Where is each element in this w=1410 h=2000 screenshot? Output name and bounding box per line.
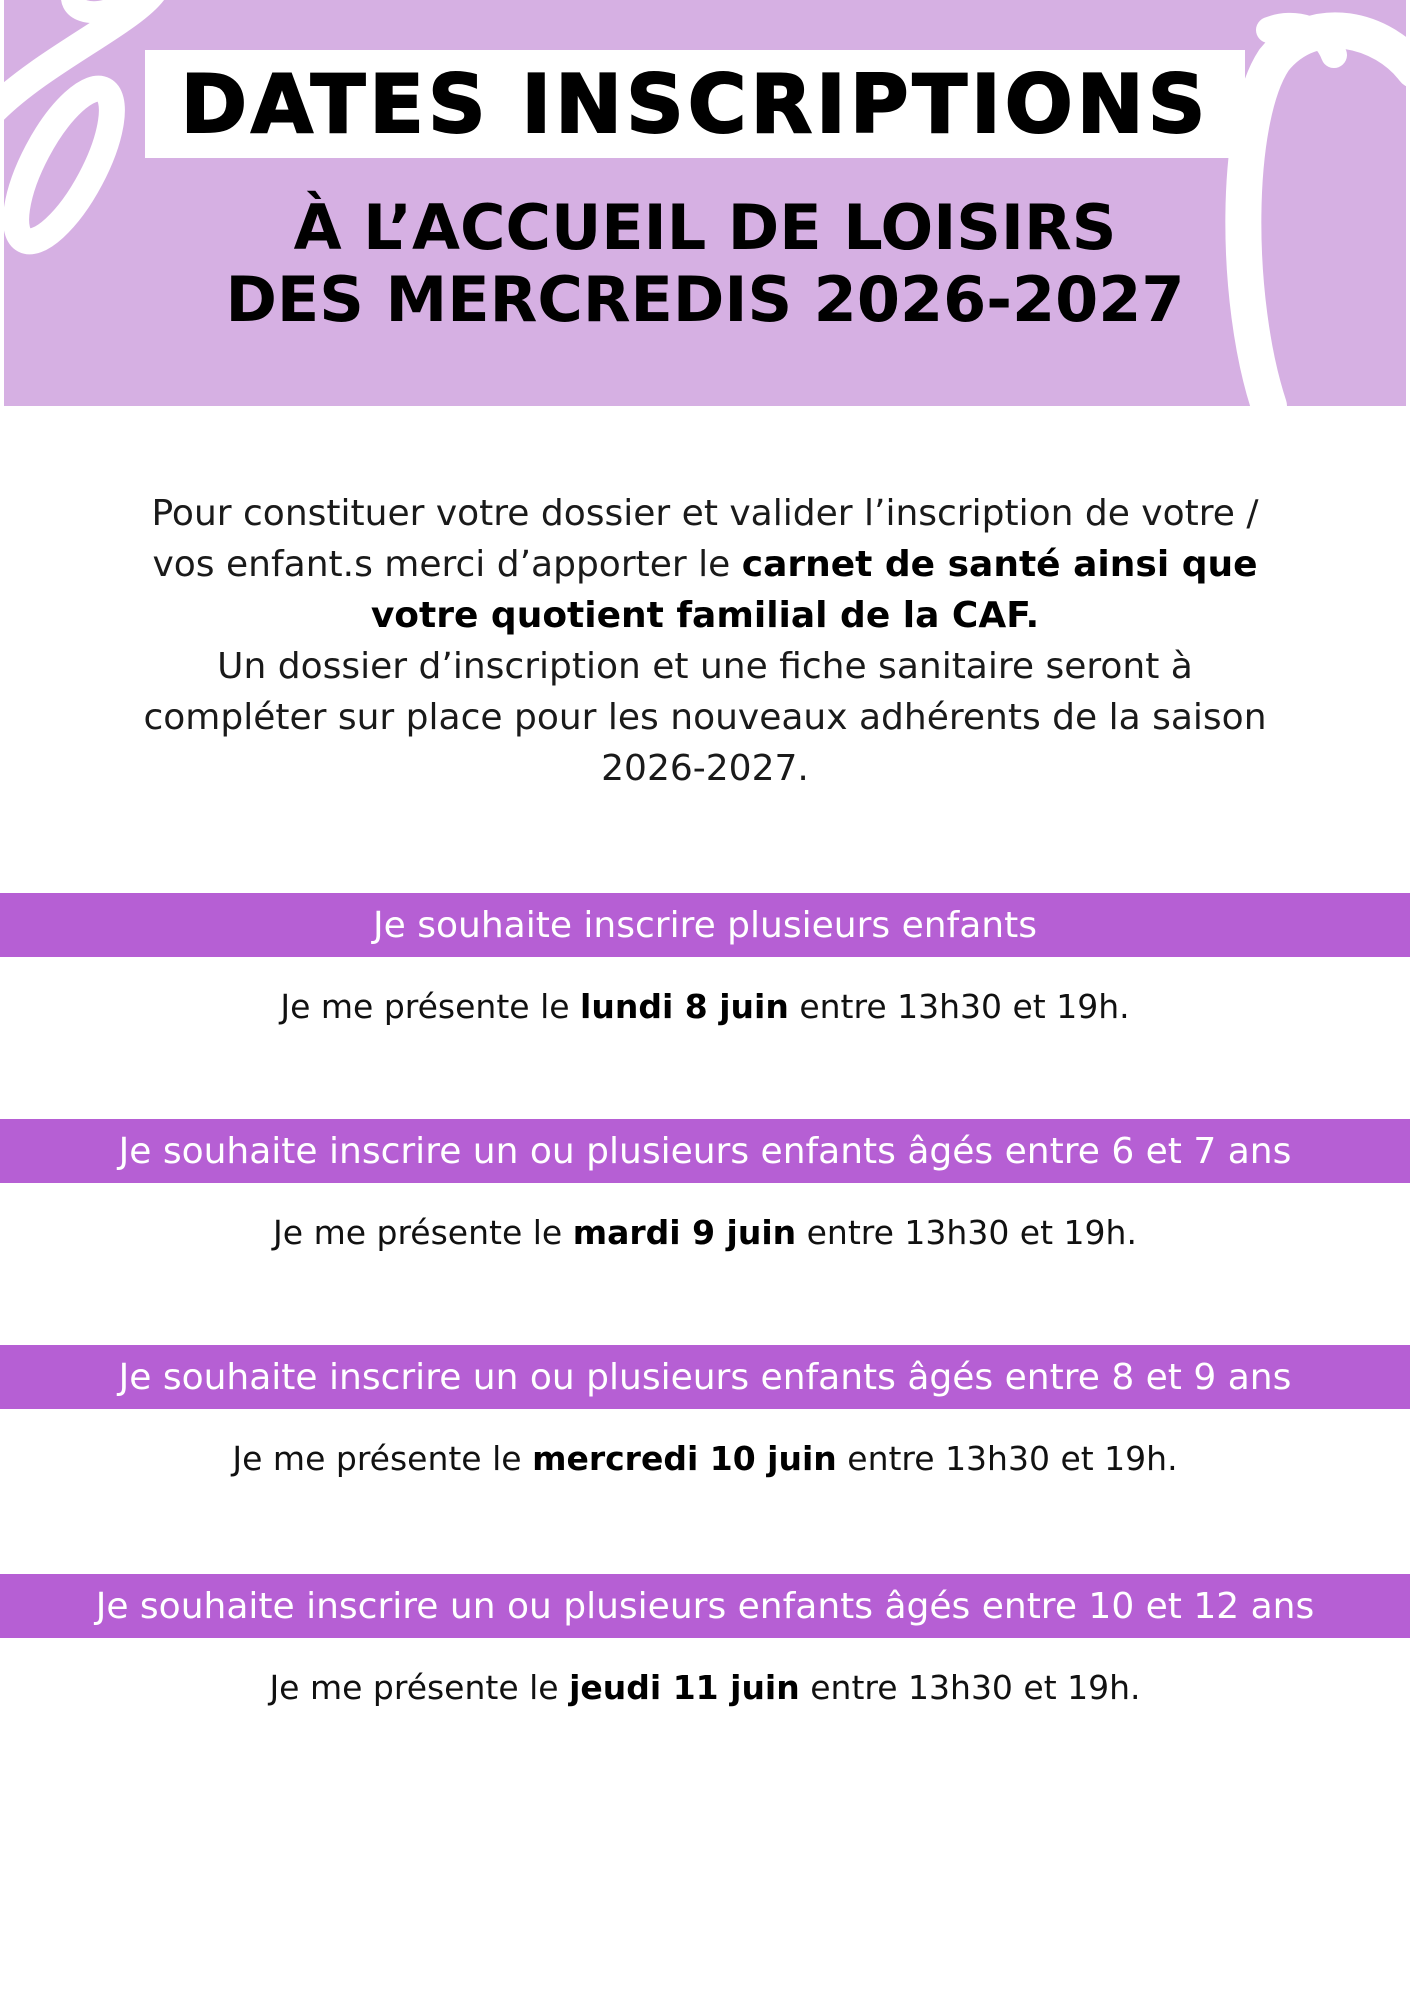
date-day: mardi 9 juin: [572, 1213, 797, 1252]
page-subtitle: [0, 192, 1410, 336]
section-band-2: Je souhaite inscrire un ou plusieurs enfants âgés entre 6 et 7 ans: [0, 1119, 1410, 1183]
section-date-3: [0, 1439, 1410, 1478]
date-prefix: Je me présente le: [232, 1439, 533, 1478]
section-date-1: [0, 987, 1410, 1026]
intro-line-1: Pour constituer votre dossier et valider l’inscription de votre /: [151, 493, 1259, 534]
section-band-4: Je souhaite inscrire un ou plusieurs enfants âgés entre 10 et 12 ans: [0, 1574, 1410, 1638]
intro-line-6: 2026-2027.: [601, 748, 809, 789]
page-title: DATES INSCRIPTIONS: [180, 57, 1210, 151]
date-suffix: entre 13h30 et 19h.: [799, 1668, 1141, 1707]
section-date-4: [0, 1668, 1410, 1707]
section-band-3: Je souhaite inscrire un ou plusieurs enfants âgés entre 8 et 9 ans: [0, 1345, 1410, 1409]
intro-line-2-text: vos enfant.s merci d’apporter le: [152, 544, 742, 585]
date-suffix: entre 13h30 et 19h.: [788, 987, 1130, 1026]
intro-paragraph: [120, 488, 1290, 794]
intro-line-3: [120, 590, 1290, 641]
date-suffix: entre 13h30 et 19h.: [836, 1439, 1178, 1478]
intro-line-5: compléter sur place pour les nouveaux adhérents de la saison: [143, 697, 1267, 738]
section-band-1: Je souhaite inscrire plusieurs enfants: [0, 893, 1410, 957]
intro-line-3-emphasis: votre quotient familial de la CAF.: [370, 595, 1040, 636]
date-day: jeudi 11 juin: [569, 1668, 800, 1707]
date-prefix: Je me présente le: [273, 1213, 573, 1252]
date-day: lundi 8 juin: [580, 987, 789, 1026]
date-day: mercredi 10 juin: [532, 1439, 837, 1478]
intro-line-2-emphasis: carnet de santé ainsi que: [741, 544, 1258, 585]
date-prefix: Je me présente le: [269, 1668, 570, 1707]
intro-line-4: Un dossier d’inscription et une fiche sanitaire seront à: [217, 646, 1193, 687]
date-prefix: Je me présente le: [280, 987, 581, 1026]
intro-line-2: [120, 539, 1290, 590]
subtitle-line-1: À L’ACCUEIL DE LOISIRS: [293, 191, 1117, 264]
date-suffix: entre 13h30 et 19h.: [796, 1213, 1137, 1252]
subtitle-line-2: DES MERCREDIS 2026-2027: [225, 263, 1185, 336]
section-date-2: [0, 1213, 1410, 1252]
